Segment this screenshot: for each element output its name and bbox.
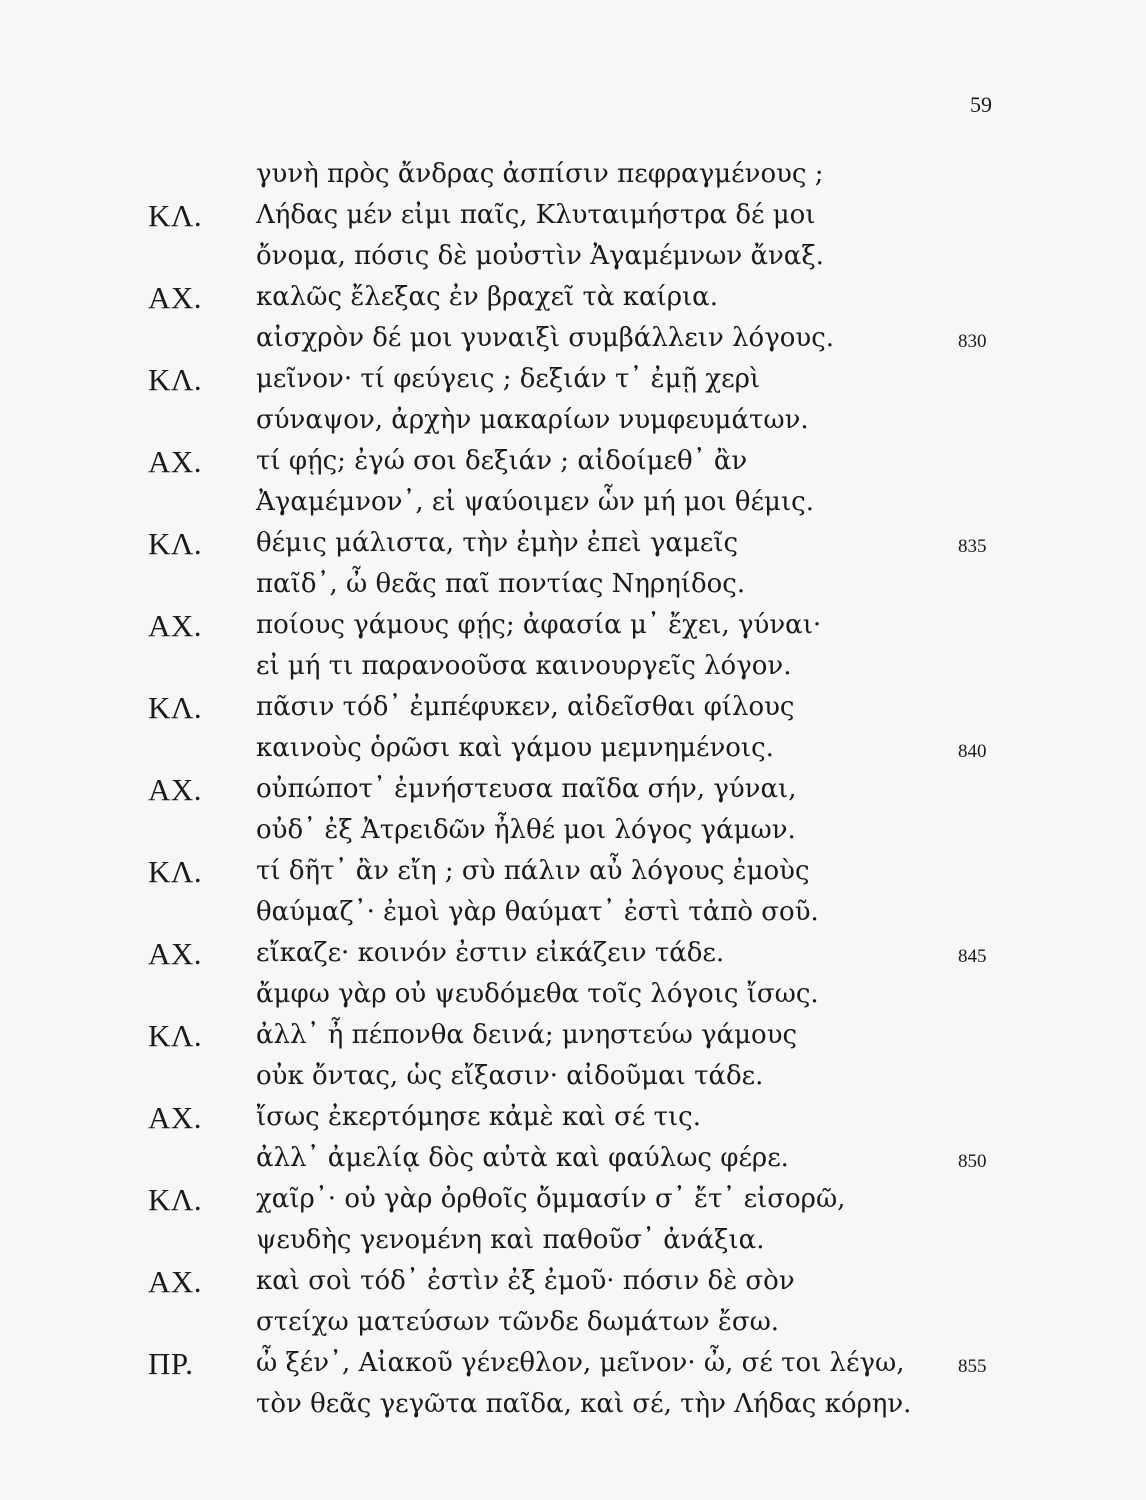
speaker-label: ΚΛ. [148,198,203,233]
verse-text: αἰσχρὸν δέ μοι γυναιξὶ συμβάλλειν λόγους. [256,323,835,353]
speaker-label: ΚΛ. [148,526,203,561]
line-number: 855 [958,1356,987,1377]
speaker-label: ΠΡ. [148,1346,194,1381]
speaker-label: ΚΛ. [148,1018,203,1053]
line-number: 850 [958,1151,987,1172]
line-number: 835 [958,536,987,557]
verse-text: Ἀγαμέμνον᾽, εἰ ψαύοιμεν ὧν μή μοι θέμις. [256,487,814,517]
verse-text: στείχω ματεύσων τῶνδε δωμάτων ἔσω. [256,1307,780,1337]
verse-text: τί δῆτ᾽ ἂν εἴη ; σὺ πάλιν αὖ λόγους ἐμοὺς [256,856,810,886]
verse-text: θέμις μάλιστα, τὴν ἐμὴν ἐπεὶ γαμεῖς [256,528,739,558]
verse-text: παῖδ᾽, ὦ θεᾶς παῖ ποντίας Νηρηίδος. [256,569,746,599]
verse-text: γυνὴ πρὸς ἄνδρας ἀσπίσιν πεφραγμένους ; [256,159,824,189]
line-number: 830 [958,331,987,352]
verse-text: καὶ σοὶ τόδ᾽ ἐστὶν ἐξ ἐμοῦ· πόσιν δὲ σὸν [256,1266,795,1296]
verse-text: σύναψον, ἀρχὴν μακαρίων νυμφευμάτων. [256,405,809,435]
verse-text: τὸν θεᾶς γεγῶτα παῖδα, καὶ σέ, τὴν Λήδας κόρην. [256,1389,912,1419]
verse-text: ψευδὴς γενομένη καὶ παθοῦσ᾽ ἀνάξια. [256,1225,765,1255]
verse-text: ἴσως ἐκερτόμησε κἀμὲ καὶ σέ τις. [256,1102,701,1132]
verse-text: Λήδας μέν εἰμι παῖς, Κλυταιμήστρα δέ μοι [256,200,816,230]
verse-text: τί φῄς; ἐγώ σοι δεξιάν ; αἰδοίμεθ᾽ ἂν [256,446,748,476]
speaker-label: ΑΧ. [148,772,203,807]
speaker-label: ΑΧ. [148,936,203,971]
verse-text: οὐπώποτ᾽ ἐμνήστευσα παῖδα σήν, γύναι, [256,774,797,804]
verse-text: θαύμαζ᾽· ἐμοὶ γὰρ θαύματ᾽ ἐστὶ τἀπὸ σοῦ. [256,897,819,927]
speaker-label: ΑΧ. [148,1264,203,1299]
speaker-label: ΚΛ. [148,1182,203,1217]
speaker-label: ΑΧ. [148,280,203,315]
speaker-label: ΚΛ. [148,854,203,889]
verse-text: ὦ ξέν᾽, Αἰακοῦ γένεθλον, μεῖνον· ὦ, σέ τοι λέγω, [256,1348,905,1378]
verse-line [0,1387,1146,1439]
speaker-label: ΑΧ. [148,1100,203,1135]
page-number: 59 [970,92,992,117]
speaker-label: ΚΛ. [148,690,203,725]
line-number: 845 [958,946,987,967]
line-number: 840 [958,741,987,762]
verse-text: οὐκ ὄντας, ὡς εἴξασιν· αἰδοῦμαι τάδε. [256,1061,764,1091]
verse-text: καλῶς ἔλεξας ἐν βραχεῖ τὰ καίρια. [256,282,719,312]
verse-text: οὐδ᾽ ἐξ Ἀτρειδῶν ἦλθέ μοι λόγος γάμων. [256,815,796,845]
verse-text: πᾶσιν τόδ᾽ ἐμπέφυκεν, αἰδεῖσθαι φίλους [256,692,795,722]
speaker-label: ΑΧ. [148,608,203,643]
verse-text: ἄμφω γὰρ οὐ ψευδόμεθα τοῖς λόγοις ἴσως. [256,979,819,1009]
verse-text: εἴκαζε· κοινόν ἐστιν εἰκάζειν τάδε. [256,938,725,968]
verse-text: ὄνομα, πόσις δὲ μοὐστὶν Ἀγαμέμνων ἄναξ. [256,241,824,271]
verse-text: ἀλλ᾽ ἀμελίᾳ δὸς αὐτὰ καὶ φαύλως φέρε. [256,1143,789,1173]
verse-text: εἰ μή τι παρανοοῦσα καινουργεῖς λόγον. [256,651,792,681]
verse-text: ἀλλ᾽ ἦ πέπονθα δεινά; μνηστεύω γάμους [256,1020,798,1050]
speaker-label: ΑΧ. [148,444,203,479]
verse-text: μεῖνον· τί φεύγεις ; δεξιάν τ᾽ ἐμῇ χερὶ [256,364,761,394]
verse-text: καινοὺς ὁρῶσι καὶ γάμου μεμνημένοις. [256,733,774,763]
verse-text: ποίους γάμους φῄς; ἀφασία μ᾽ ἔχει, γύναι· [256,610,822,640]
speaker-label: ΚΛ. [148,362,203,397]
verse-text: χαῖρ᾽· οὐ γὰρ ὀρθοῖς ὄμμασίν σ᾽ ἔτ᾽ εἰσορῶ, [256,1184,846,1214]
